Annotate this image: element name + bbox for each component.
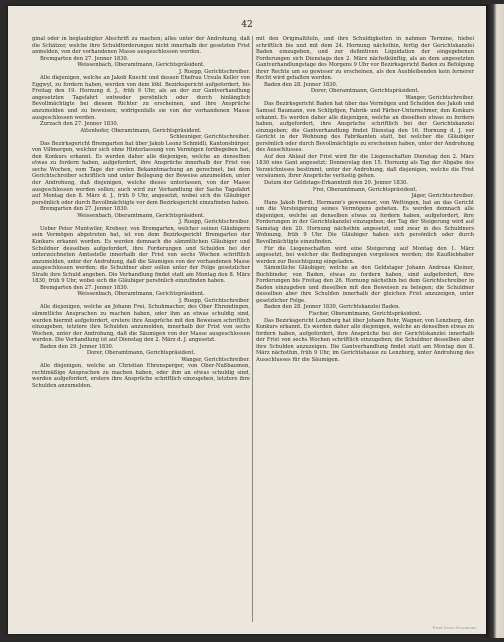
left-column-paragraph: Ueber Peter Muntwiler, Krebser, von Bremgarten, welcher seinen Gläubigern sein Vermögen abgetreten hat, ist von dem Bezirksgericht Bremgarten der Konkurs erkannt worden. Es werden demnach die sämmtlichen Gläubiger und Schuldner desselben aufgefordert, ihre Forderungen und Schulden bei der unterzeichneten Amtsstelle innerhalb der Frist von sechs Wochen schriftlich anzumelden, unter der Androhung, daß die Säumigen von der vorhandenen Masse ausgeschlossen werden; die Schuldner aber sollen unter der Folge gesetzlicher Strafe ihre Schuld angeben. Die Verhandlung findet statt am Montag den 8. März 1830, früh 9 Uhr, wobei sich die Gläubiger persönlich einzufinden haben.	[32, 225, 250, 285]
left-column-paragraph: Weissenbach, Oberamtmann, Gerichtspräsident.	[77, 291, 205, 298]
left-column-paragraph: Attenhofer, Oberamtmann, Gerichtspräsident.	[80, 127, 202, 134]
left-column-paragraph: Dorer, Oberamtmann, Gerichtspräsident.	[86, 350, 196, 357]
right-column-paragraph: Hans Jakob Herdi, Hermann's gewesener, von Wettingen, hat an das Gericht um die Versteigerung seines Vermögens gebeten. Es werden demnach alle diejenigen, welche an denselben etwas zu fordern haben, aufgefordert, ihre Forderungen in der Gerichtskanzlei einzugeben; der Tag der Steigerung wird auf Samstag den 20. Hornung nächsthin angesetzt, und zwar in des Schuldners Wohnung, früh 9 Uhr. Die Gläubiger haben sich persönlich oder durch Bevollmächtigte einzufinden.	[256, 199, 474, 245]
left-column-paragraph: J. Ruepp, Gerichtschreiber.	[179, 68, 250, 75]
newspaper-page	[8, 6, 486, 634]
left-column-paragraph: Weissenbach, Oberamtmann, Gerichtspräsident.	[77, 62, 205, 69]
left-column-paragraph: Weissenbach, Oberamtmann, Gerichtspräsident.	[77, 212, 205, 219]
left-column-paragraph: Zurzach den 27. Jenner 1830.	[40, 121, 119, 128]
right-column-paragraph: Baden den 28. Jenner 1830, Gerichtskanzlei Baden.	[264, 304, 401, 311]
left-column-paragraph: J. Ruepp, Gerichtschreiber.	[179, 297, 250, 304]
left-column-paragraph: Bremgarten den 27. Jenner 1830.	[40, 284, 129, 291]
left-column-paragraph: Alle diejenigen, welche an Christian Ehrensperger, von Ober-Nußbaumen, rechtmäßige Ansprachen zu machen haben, oder ihm an etwas schuldig sind, werden aufgefordert, erstere ihre Ansprüche schriftlich einzugeben, letztere ihre Schulden anzumelden.	[32, 363, 250, 389]
page-number: 42	[241, 20, 253, 30]
adjacent-page-edge	[486, 4, 504, 638]
right-column-paragraph: Dorer, Oberamtmann, Gerichtspräsident.	[310, 88, 420, 95]
right-column	[256, 36, 474, 363]
right-column-paragraph: Jäger, Gerichtschreiber.	[411, 193, 474, 200]
left-column-paragraph: Alle diejenigen, welche an Jakob Knecht und dessen Ehefrau Ursula Keller von Eggwyl, zu fordern haben, werden von dem löbl. Bezirksgericht aufgefordert, bis Freitag den 19. Hornung d. J., früh 9 Uhr, als an der zur Gantverhandlung angesetzten Tagsfahrt entweder persönlich oder durch hinlänglich Bevollmächtigte bei diesem Richter zu erscheinen, und ihre Ansprüche anzumelden und zu beweisen; widrigenfalls sie von der vorhandenen Masse ausgeschlossen werden.	[32, 75, 250, 121]
left-column-paragraph: Schleuniger, Gerichtschreiber.	[169, 134, 250, 141]
right-column-paragraph: mit den Originaltiteln, und ihre Schuldigkeiten in nahmen Termine, hiebei schriftlich bis und mit dem 24. Hornung nächsthin, fertig der Gerichtskanzlei Baden einzugeben, und zur definitiven Liquidation der eingegebenen Forderungen sich Dienstags den 2. März nächstkünftig, als an dem angesetzten Gantverhandlungstage des Morgens 9 Uhr vor Bezirksgericht Baden zu Befolgung ihrer Rechte um so gewisser zu erscheinen, als den Ausbleibenden kein fernerer Recht wird gehalten werden.	[256, 36, 474, 82]
right-column-paragraph: Für die Liegenschaften wird eine Steigerung auf Montag den 1. März angesetzt, bei welcher die Bedingungen vorgelesen werden; die Kaufliebhaber werden zur Besichtigung eingeladen.	[256, 245, 474, 265]
left-column	[32, 36, 250, 390]
left-column-paragraph: Alle diejenigen, welche an Johann Frei, Schuhmacher, des Ober Ehrendingen, sämmtliche Ansprachen zu machen haben, oder ihm an etwas schuldig sind, werden hiermit aufgefordert, erstere ihre Ansprüche mit den Beweisen schriftlich einzugeben, letztere ihre Schulden anzumelden, innerhalb der Frist von sechs Wochen, unter der Androhung, daß die Säumigen von der Masse ausgeschlossen werden. Die Verhandlung ist auf Dienstag den 2. März d. J. angesetzt.	[32, 304, 250, 344]
left-column-paragraph: Wanger, Gerichtschreiber.	[181, 356, 250, 363]
right-column-paragraph: Fischer, Oberamtmann, Gerichtspräsident.	[308, 310, 422, 317]
right-column-paragraph: Wanger, Gerichtschreiber.	[405, 94, 474, 101]
left-column-paragraph: Bremgarten den 27. Jenner 1830.	[40, 55, 129, 62]
left-column-paragraph: ginal oder in beglaubigter Abschrift zu machen; alles unter der Androhung, daß die Schätzer, welche ihre Schuldforderungen nicht innerhalb der gesetzten Frist anmelden, von der vorhandenen Masse ausgeschlossen werden.	[32, 36, 250, 56]
right-column-paragraph: Auf den Ablauf der Frist wird für die Liegenschaften Dienstag den 2. März 1830 eine Gant angesetzt; Donnerstag den 15. Hornung als Tag der Abgabe des Verzeichnisses bestimmt, unter der Androhung, daß diejenigen, welche die Frist versäumen, ihrer Ansprüche verlustig gehen.	[256, 153, 474, 180]
left-column-paragraph: J. Ruepp, Gerichtschreiber.	[179, 219, 250, 226]
right-column-paragraph: Das Bezirksgericht Baden hat über das Vermögen und Schulden des Jakob und Samuel Baumann, von Schlipfgen, Fabrik- und Färber-Unternehmer, den Konkurs erkannt. Es werden daher alle diejenigen, welche an dieselben etwas zu fordern haben, aufgefordert, ihre Ansprüche schriftlich bei der Gerichtskanzlei einzugeben; die Gantverhandlung findet Dienstag den 16. Hornung d. J. vor Gericht in der Wohnung des Fabrikanten statt, bei welcher die Gläubiger persönlich oder durch Bevollmächtigte zu erscheinen haben, unter der Androhung des Ausschlusses.	[256, 101, 474, 154]
right-column-paragraph: Datum der Geldstags-Erkanntniß den 29. Jenner 1830.	[264, 180, 409, 187]
left-column-paragraph: Baden den 29. Jenner 1830.	[40, 343, 114, 350]
right-column-paragraph: Sämmtliche Gläubiger, welche an den Geldstager Johann Andreas Kleiner, Buchbinder, von Baden, etwas zu fordern haben, sind aufgefordert, ihre Forderungen bis Freitag den 26. Hornung nächsthin bei dem Gerichtschreiber in Baden einzugeben und dieselben mit den Beweisen zu belegen; die Schuldner desselben aber ihre Schulden innerhalb der gleichen Frist anzuzeigen, unter gesetzlicher Folge.	[256, 265, 474, 304]
right-column-paragraph: Frei, Oberamtmann, Gerichtspräsident.	[312, 186, 418, 193]
left-column-paragraph: Bremgarten den 27. Jenner 1830.	[40, 206, 129, 213]
scan-label: Print Scan Document	[432, 625, 476, 630]
right-column-paragraph: Das Bezirksgericht Lenzburg hat über Johann Rohr, Wagner, von Lenzburg, den Konkurs erkannt. Es werden daher alle diejenigen, welche an denselben etwas zu fordern haben, aufgefordert, ihre Ansprüche bei der Gerichtskanzlei innerhalb der Frist von sechs Wochen schriftlich einzugeben; die Schuldner desselben aber ihre Schulden anzuzeigen. Die Gantverhandlung findet statt am Montag den 8. März nächsthin, früh 9 Uhr, im Gerichtshause zu Lenzburg, unter Androhung des Ausschlusses für die Säumigen.	[256, 317, 474, 363]
column-divider	[252, 36, 253, 622]
right-column-paragraph: Baden den 28. Jenner 1830.	[264, 81, 338, 88]
left-column-paragraph: Das Bezirksgericht Bremgarten hat über Jakob Leonz Schmidli, Kantonsbürger, von Villmergen, welcher sich ohne Hinterlassung von Vermögen fortbegeben hat, den Konkurs erkannt. Es werden daher alle diejenigen, welche an denselben etwas zu fordern haben, aufgefordert, ihre Ansprüche innerhalb der Frist von sechs Wochen, vom Tage der ersten Bekanntmachung an gerechnet, bei dem Gerichtschreiber schriftlich und unter Beilegung der Beweise anzumelden, unter der Androhung, daß diejenigen, welche dieses unterlassen, von der Masse ausgeschlossen werden sollen; auch wird zur Verhandlung der Sache Tagsfahrt auf Montag den 8. März d. J., früh 9 Uhr, angesetzt, wobei sich die Gläubiger persönlich oder durch Bevollmächtigte vor dem Bezirksgericht einzufinden haben.	[32, 140, 250, 206]
